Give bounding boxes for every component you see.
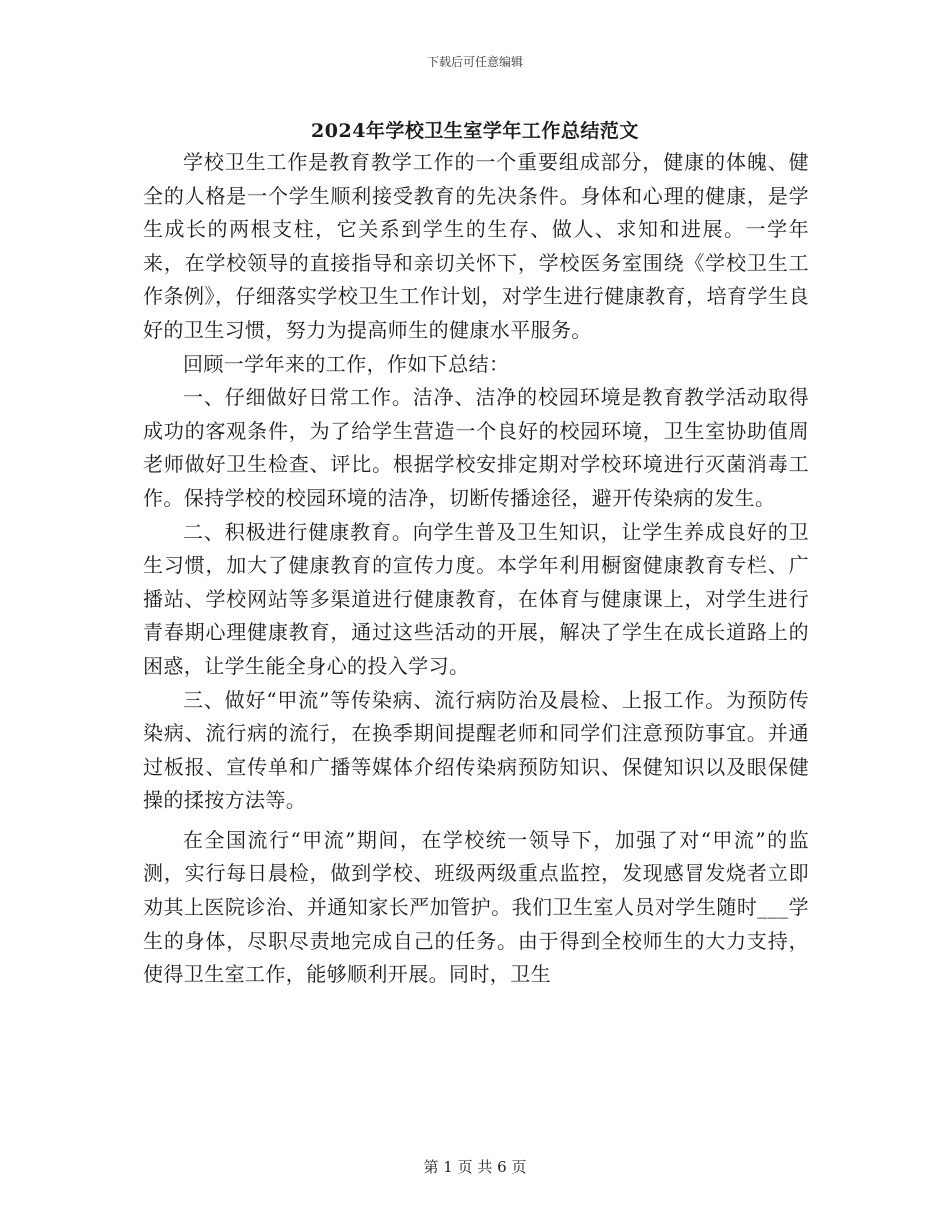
document-body (143, 146, 809, 992)
download-edit-note: 下载后可任意编辑 (426, 55, 523, 69)
document-title: 2024年学校卫生室学年工作总结范文 (311, 120, 639, 142)
paragraph-flu-monitoring: 在全国流行“甲流”期间，在学校统一领导下，加强了对“甲流”的监测，实行每日晨检，做到学校、班级两级重点监控，发现感冒发烧者立即劝其上医院诊治、并通知家长严加管护。我们卫生室人员对学生随时___学生的身体，尽职尽责地完成自己的任务。由于得到全校师生的大力支持，使得卫生室工作，能够顺利开展。同时，卫生 (143, 827, 809, 987)
paragraph-review: 回顾一学年来的工作，作如下总结： (183, 351, 510, 376)
paragraph-intro: 学校卫生工作是教育教学工作的一个重要组成部分，健康的体魄、健全的人格是一个学生顺利接受教育的先决条件。身体和心理的健康，是学生成长的两根支柱，它关系到学生的生存、做人、求知和进展。一学年来，在学校领导的直接指导和亲切关怀下，学校医务室围绕《学校卫生工作条例》，仔细落实学校卫生工作计划，对学生进行健康教育，培育学生良好的卫生习惯，努力为提高师生的健康水平服务。 (143, 150, 809, 342)
paragraph-disease-prevention: 三、做好“甲流”等传染病、流行病防治及晨检、上报工作。为预防传染病、流行病的流行，在换季期间提醒老师和同学们注意预防事宜。并通过板报、宣传单和广播等媒体介绍传染病预防知识、保健知识以及眼保健操的揉按方法等。 (143, 687, 809, 813)
page-number: 第 1 页 共 6 页 (423, 1158, 527, 1176)
paragraph-daily-work: 一、仔细做好日常工作。洁净、洁净的校园环境是教育教学活动取得成功的客观条件，为了给学生营造一个良好的校园环境，卫生室协助值周老师做好卫生检查、评比。根据学校安排定期对学校环境进行灭菌消毒工作。保持学校的校园环境的洁净，切断传播途径，避开传染病的发生。 (143, 385, 809, 510)
paragraph-health-education: 二、积极进行健康教育。向学生普及卫生知识，让学生养成良好的卫生习惯，加大了健康教育的宣传力度。本学年利用橱窗健康教育专栏、广播站、学校网站等多渠道进行健康教育，在体育与健康课上，对学生进行青春期心理健康教育，通过这些活动的开展，解决了学生在成长道路上的困惑，让学生能全身心的投入学习。 (143, 519, 809, 678)
